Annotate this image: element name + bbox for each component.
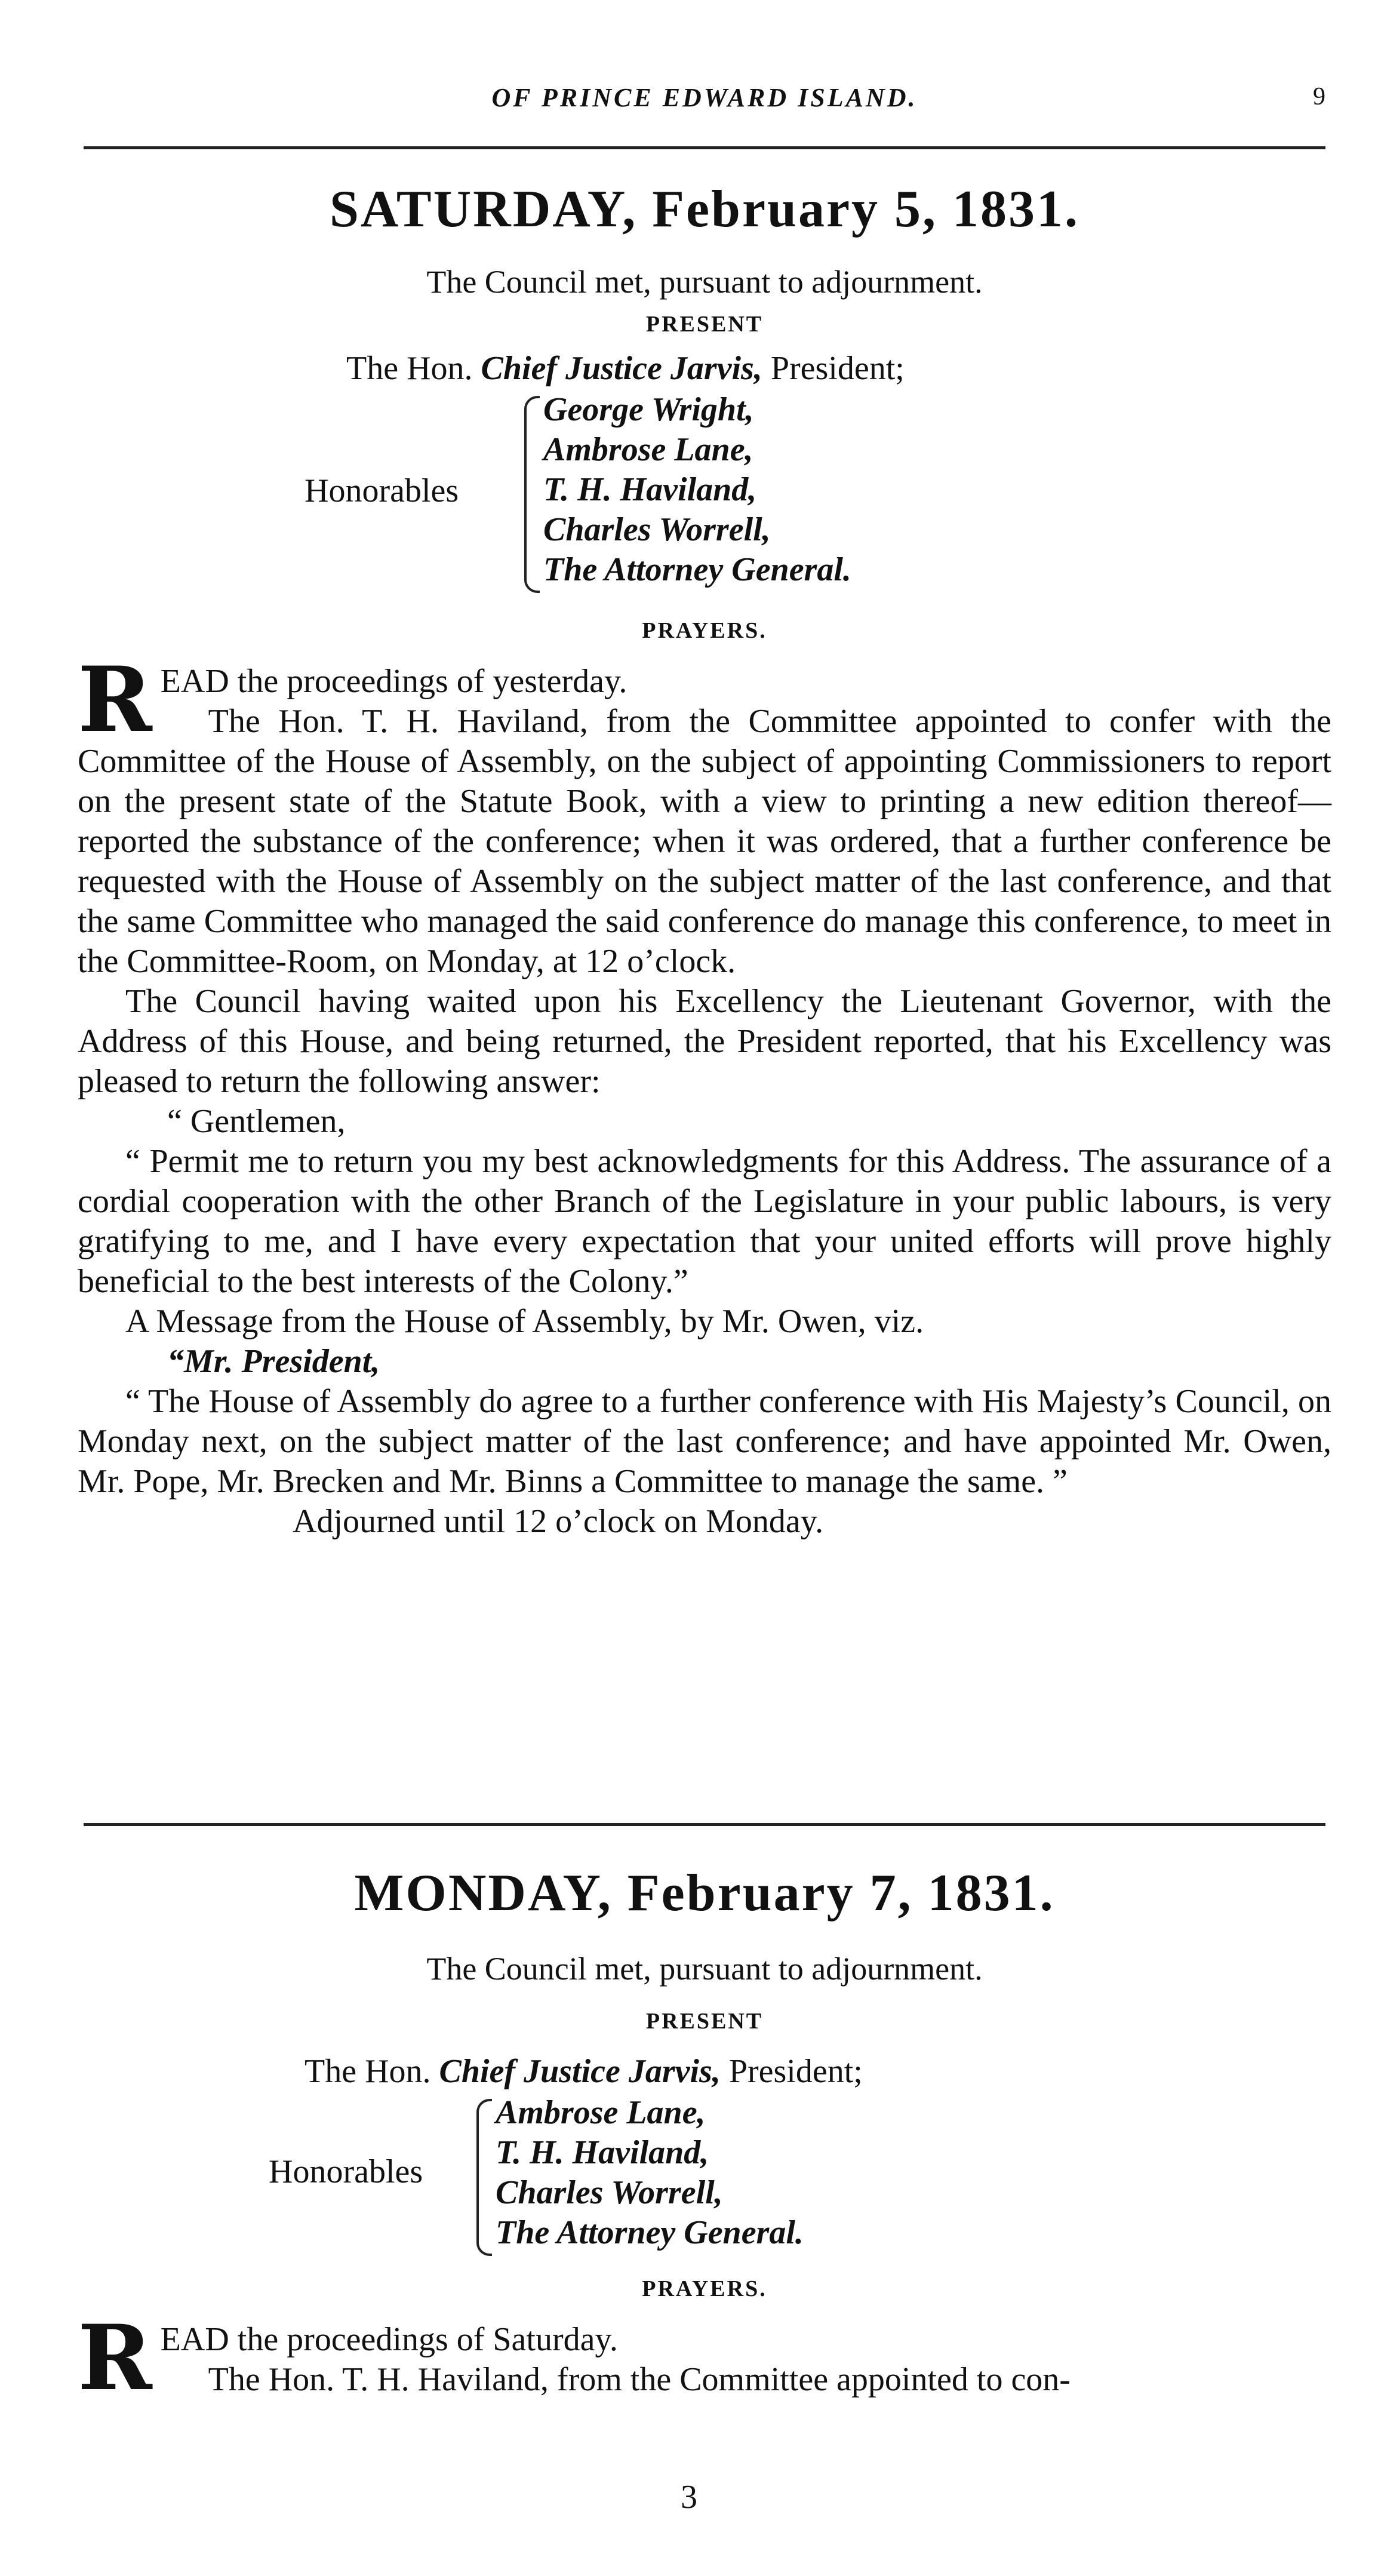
paragraph-read: READ the proceedings of Saturday. — [78, 2306, 618, 2411]
president-title: President; — [728, 2053, 863, 2090]
paragraph-haviland-report: The Hon. T. H. Haviland, from the Committee appointed to confer with the Committee of the House of Assembly, on the subject of appointing Commissioners to report on the present state of the Statute Book, with a view to printing a new edition thereof—reported the substance of the conference; when it was ordered, that a further conference be requested with the House of Assembly on the subject matter of the last conference, and that the same Committee who managed the said conference do manage this conference, to meet in the Committee-Room, on Monday, at 12 o’clock. — [78, 703, 1331, 980]
running-head — [84, 78, 1325, 125]
date-heading: SATURDAY, February 5, 1831. — [329, 180, 1080, 238]
section-saturday — [78, 179, 1331, 1542]
member-name: Charles Worrell, — [543, 511, 771, 548]
president-name: Chief Justice Jarvis, — [439, 2053, 721, 2090]
president-line — [304, 2052, 1331, 2091]
section-monday — [78, 1863, 1331, 2411]
honorables-list — [496, 2093, 804, 2253]
prayers-label: PRAYERS. — [642, 2276, 767, 2301]
drop-cap: R — [78, 2306, 152, 2411]
proceedings-text — [78, 2306, 1331, 2411]
member-name: The Attorney General. — [543, 551, 851, 588]
hon-prefix: The Hon. — [304, 2053, 431, 2090]
member-name: T. H. Haviland, — [496, 2134, 709, 2171]
paragraph-adjourned: Adjourned until 12 o’clock on Monday. — [293, 1503, 824, 1540]
date-heading: MONDAY, February 7, 1831. — [354, 1864, 1055, 1922]
member-name: Ambrose Lane, — [543, 431, 753, 468]
signature-mark: 3 — [681, 2479, 697, 2516]
paragraph-assembly: “ The House of Assembly do agree to a further conference with His Majesty’s Council, on Monday next, on the subject matter of the last conference; and have appointed Mr. Owen, Mr. Pope, Mr. Brecken and Mr. Binns a Committee to manage the same. ” — [78, 1383, 1331, 1500]
running-title: OF PRINCE EDWARD ISLAND. — [491, 83, 918, 112]
paragraph-mr-president: “Mr. President, — [167, 1343, 380, 1380]
member-name: Ambrose Lane, — [496, 2094, 706, 2131]
present-label: PRESENT — [645, 2009, 764, 2034]
member-name: George Wright, — [543, 391, 754, 428]
honorables-brace — [476, 2099, 492, 2256]
page-number: 9 — [1313, 83, 1325, 110]
drop-cap: R — [78, 647, 152, 752]
meeting-line: The Council met, pursuant to adjournment. — [426, 1951, 983, 1987]
honorables-list — [543, 390, 851, 590]
honorables-label: Honorables — [304, 472, 459, 509]
proceedings-text — [78, 647, 1331, 1542]
president-line — [346, 349, 1331, 388]
section-divider — [84, 1823, 1325, 1826]
paragraph-message: A Message from the House of Assembly, by Mr. Owen, viz. — [125, 1303, 924, 1340]
present-label: PRESENT — [645, 312, 764, 337]
honorables-brace — [524, 396, 540, 593]
paragraph-read: READ the proceedings of yesterday. — [78, 647, 628, 752]
president-title: President; — [770, 350, 905, 387]
honorables-label: Honorables — [269, 2153, 423, 2190]
hon-prefix: The Hon. — [346, 350, 473, 387]
member-name: Charles Worrell, — [496, 2174, 723, 2211]
paragraph-reply: “ Permit me to return you my best acknowledgments for this Address. The assurance of a cordial cooperation with the other Branch of the Legislature in your public labours, is very gratifying to me, and I have every expectation that your united efforts will prove highly beneficial to the best interests of the Colony.” — [78, 1143, 1331, 1300]
prayers-label: PRAYERS. — [642, 618, 767, 643]
paragraph-haviland-report: The Hon. T. H. Haviland, from the Committee appointed to con- — [208, 2361, 1071, 2398]
member-name: T. H. Haviland, — [543, 471, 757, 508]
paragraph-salutation: “ Gentlemen, — [167, 1103, 346, 1140]
paragraph-address: The Council having waited upon his Excellency the Lieutenant Governor, with the Address of this House, and being returned, the President reported, that his Excellency was pleased to return the following answer: — [78, 983, 1331, 1100]
meeting-line: The Council met, pursuant to adjournment. — [426, 264, 983, 300]
member-name: The Attorney General. — [496, 2214, 804, 2251]
president-name: Chief Justice Jarvis, — [481, 350, 762, 387]
header-rule — [84, 146, 1325, 149]
